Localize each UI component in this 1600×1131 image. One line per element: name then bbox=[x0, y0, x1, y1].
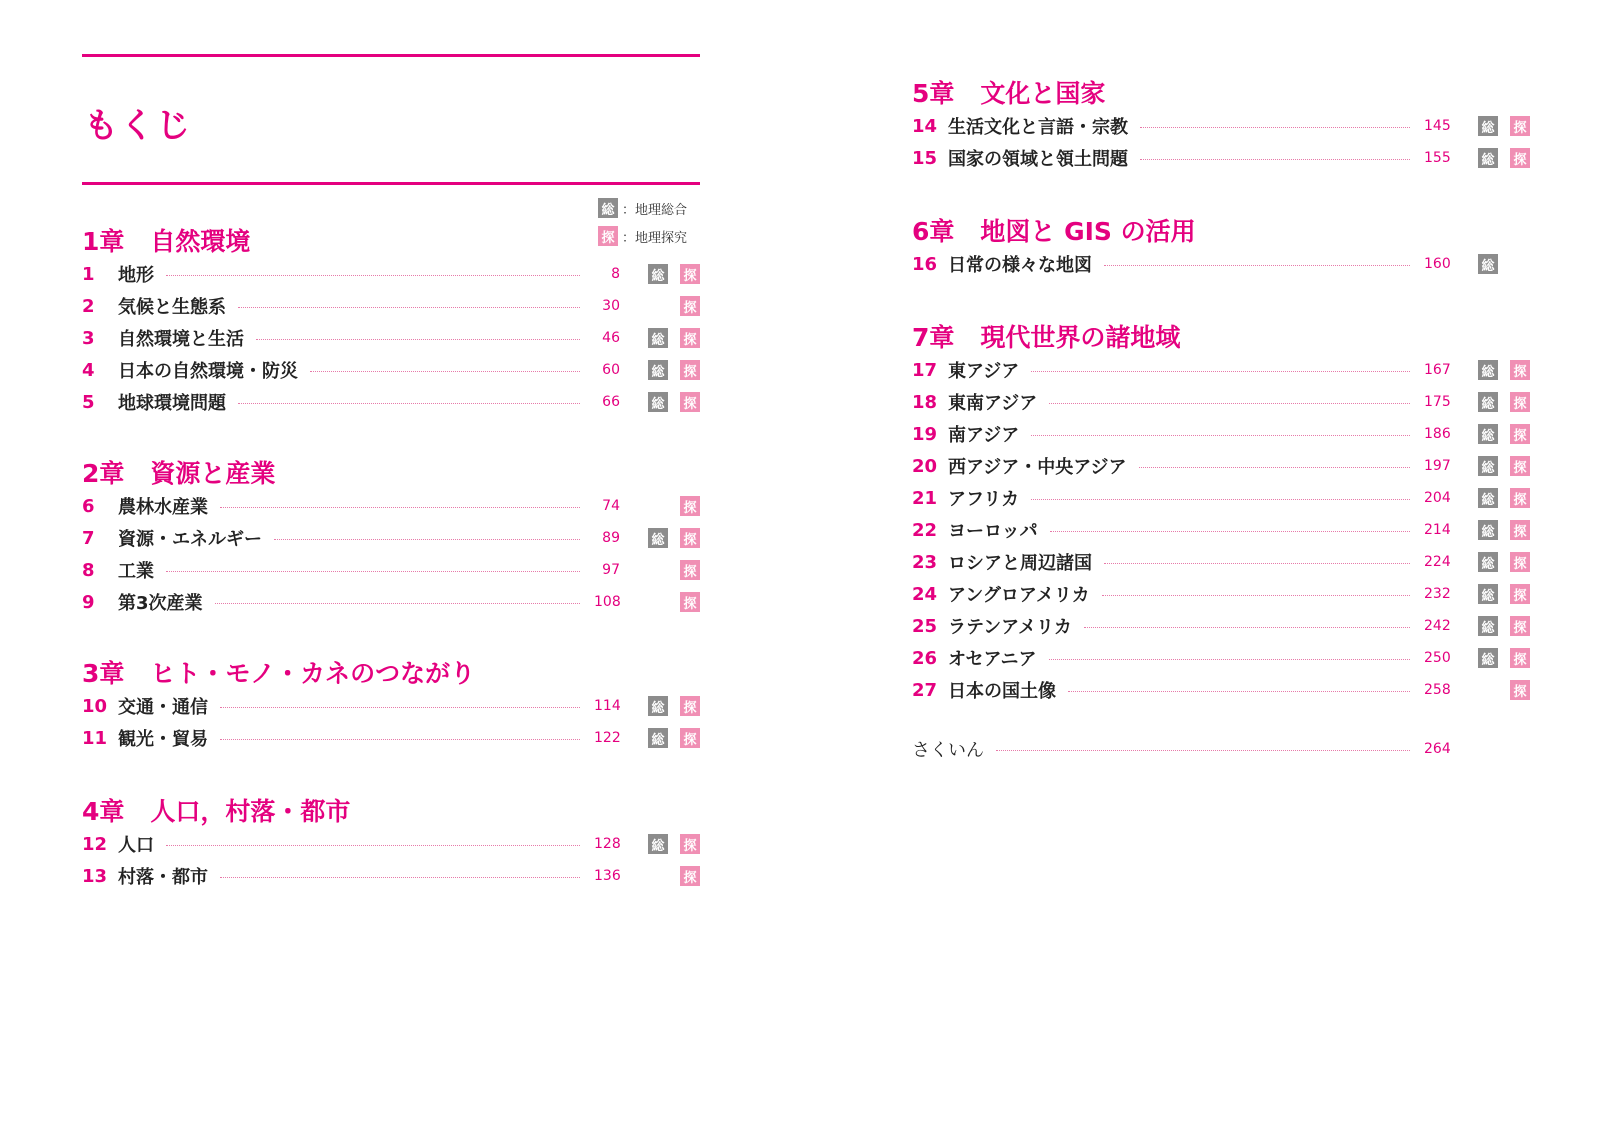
entry-page: 89 bbox=[602, 530, 620, 546]
entry-title: 西アジア・中央アジア bbox=[948, 457, 1127, 478]
chapter-number: 5章 bbox=[912, 79, 955, 108]
entry-badges bbox=[1450, 584, 1530, 604]
entry-page: 145 bbox=[1424, 118, 1451, 134]
index-entry[interactable] bbox=[912, 736, 1530, 762]
chapter-number: 2章 bbox=[82, 459, 125, 488]
chapter-title: 自然環境 bbox=[150, 227, 251, 256]
toc-entry[interactable] bbox=[912, 145, 1530, 171]
entry-badges bbox=[1450, 616, 1530, 636]
tankyu-badge: 探 bbox=[1510, 148, 1530, 168]
dot-leader bbox=[220, 739, 580, 740]
entry-badges bbox=[620, 560, 700, 580]
entry-title: 交通・通信 bbox=[118, 697, 208, 718]
chapter-number: 6章 bbox=[912, 217, 955, 246]
dot-leader bbox=[1031, 435, 1410, 436]
entry-number: 23 bbox=[912, 551, 938, 573]
entry-number: 16 bbox=[912, 253, 938, 275]
entry-badges bbox=[1450, 360, 1530, 380]
sogo-badge: 総 bbox=[648, 360, 668, 380]
entry-badges bbox=[1450, 148, 1530, 168]
entry-number: 1 bbox=[82, 263, 95, 285]
legend-row bbox=[598, 224, 708, 248]
sogo-badge: 総 bbox=[1478, 360, 1498, 380]
chapter-heading bbox=[912, 74, 1105, 110]
tankyu-badge: 探 bbox=[680, 728, 700, 748]
dot-leader bbox=[1102, 595, 1410, 596]
chapter-title: 現代世界の諸地域 bbox=[980, 323, 1181, 352]
chapter-title: 文化と国家 bbox=[980, 79, 1106, 108]
entry-badges bbox=[1450, 552, 1530, 572]
entry-number: 2 bbox=[82, 295, 95, 317]
chapter-heading bbox=[912, 318, 1180, 354]
entry-badges bbox=[620, 264, 700, 284]
entry-number: 21 bbox=[912, 487, 938, 509]
entry-number: 4 bbox=[82, 359, 95, 381]
tankyu-badge: 探 bbox=[1510, 552, 1530, 572]
dot-leader bbox=[166, 845, 580, 846]
entry-badges bbox=[620, 528, 700, 548]
toc-entry[interactable] bbox=[912, 485, 1530, 511]
sogo-badge: 総 bbox=[1478, 116, 1498, 136]
entry-number: 15 bbox=[912, 147, 938, 169]
entry-title: 地球環境問題 bbox=[118, 393, 226, 414]
entry-page: 160 bbox=[1424, 256, 1451, 272]
toc-entry[interactable] bbox=[82, 293, 700, 319]
dot-leader bbox=[996, 750, 1410, 751]
tankyu-badge: 探 bbox=[1510, 360, 1530, 380]
toc-entry[interactable] bbox=[912, 581, 1530, 607]
dot-leader bbox=[256, 339, 580, 340]
entry-title: 資源・エネルギー bbox=[118, 529, 262, 550]
entry-title: ヨーロッパ bbox=[948, 521, 1038, 542]
toc-entry[interactable] bbox=[912, 453, 1530, 479]
entry-badges bbox=[1450, 392, 1530, 412]
sogo-badge: 総 bbox=[1478, 584, 1498, 604]
dot-leader bbox=[1140, 159, 1410, 160]
chapter-heading bbox=[82, 792, 350, 828]
entry-badges bbox=[620, 696, 700, 716]
chapter-number: 1章 bbox=[82, 227, 125, 256]
entry-title: 南アジア bbox=[948, 425, 1020, 446]
toc-entry[interactable] bbox=[82, 589, 700, 615]
entry-number: 10 bbox=[82, 695, 108, 717]
entry-title: オセアニア bbox=[948, 649, 1037, 670]
sogo-badge: 総 bbox=[648, 728, 668, 748]
entry-badges bbox=[620, 866, 700, 886]
entry-badges bbox=[620, 392, 700, 412]
entry-title: 農林水産業 bbox=[118, 497, 208, 518]
dot-leader bbox=[1104, 563, 1410, 564]
toc-entry[interactable] bbox=[82, 261, 700, 287]
page-title: もくじ bbox=[84, 106, 192, 146]
sogo-badge: 総 bbox=[648, 328, 668, 348]
chapter-title: ヒト・モノ・カネのつながり bbox=[150, 659, 476, 688]
entry-page: 74 bbox=[602, 498, 620, 514]
entry-number: 8 bbox=[82, 559, 95, 581]
toc-entry[interactable] bbox=[912, 549, 1530, 575]
sogo-badge: 総 bbox=[1478, 148, 1498, 168]
entry-page: 264 bbox=[1424, 741, 1451, 757]
legend-row bbox=[598, 196, 708, 220]
tankyu-badge: 探 bbox=[680, 560, 700, 580]
toc-entry[interactable] bbox=[82, 693, 700, 719]
dot-leader bbox=[1031, 499, 1410, 500]
entry-number: 12 bbox=[82, 833, 108, 855]
entry-number: 5 bbox=[82, 391, 95, 413]
tankyu-badge: 探 bbox=[680, 296, 700, 316]
toc-entry[interactable] bbox=[82, 725, 700, 751]
entry-title: 地形 bbox=[118, 265, 154, 286]
entry-badges bbox=[1450, 680, 1530, 700]
sogo-badge: 総 bbox=[648, 264, 668, 284]
sogo-badge: 総 bbox=[1478, 552, 1498, 572]
dot-leader bbox=[310, 371, 580, 372]
sogo-badge: 総 bbox=[1478, 424, 1498, 444]
sogo-badge: 総 bbox=[1478, 648, 1498, 668]
toc-entry[interactable] bbox=[912, 251, 1530, 277]
entry-badges bbox=[620, 834, 700, 854]
tankyu-badge: 探 bbox=[1510, 648, 1530, 668]
chapter-number: 4章 bbox=[82, 797, 125, 826]
tankyu-badge: 探 bbox=[680, 264, 700, 284]
toc-entry[interactable] bbox=[82, 389, 700, 415]
entry-badges bbox=[1450, 456, 1530, 476]
sogo-badge: 総 bbox=[1478, 488, 1498, 508]
entry-number: 19 bbox=[912, 423, 938, 445]
entry-title: 国家の領域と領土問題 bbox=[948, 149, 1128, 170]
dot-leader bbox=[220, 507, 580, 508]
tankyu-badge: 探 bbox=[680, 696, 700, 716]
tankyu-badge: 探 bbox=[680, 360, 700, 380]
dot-leader bbox=[1049, 403, 1410, 404]
title-rule bbox=[82, 182, 700, 185]
entry-page: 30 bbox=[602, 298, 620, 314]
entry-badges bbox=[1450, 648, 1530, 668]
legend-text: ：地理総合 bbox=[622, 202, 688, 218]
sogo-badge: 総 bbox=[648, 696, 668, 716]
toc-entry[interactable] bbox=[82, 525, 700, 551]
chapter-title: 資源と産業 bbox=[150, 459, 276, 488]
sogo-badge: 総 bbox=[648, 528, 668, 548]
entry-title: 東アジア bbox=[948, 361, 1020, 382]
sogo-badge: 総 bbox=[648, 392, 668, 412]
entry-title: 日本の国土像 bbox=[948, 681, 1056, 702]
entry-title: 気候と生態系 bbox=[118, 297, 226, 318]
entry-page: 242 bbox=[1424, 618, 1451, 634]
entry-badges bbox=[620, 592, 700, 612]
dot-leader bbox=[166, 571, 580, 572]
entry-page: 167 bbox=[1424, 362, 1451, 378]
entry-title: 自然環境と生活 bbox=[118, 329, 244, 350]
entry-title: 東南アジア bbox=[948, 393, 1038, 414]
entry-page: 60 bbox=[602, 362, 620, 378]
dot-leader bbox=[238, 403, 580, 404]
entry-title: 生活文化と言語・宗教 bbox=[948, 117, 1128, 138]
dot-leader bbox=[238, 307, 580, 308]
entry-page: 8 bbox=[611, 266, 620, 282]
entry-number: 26 bbox=[912, 647, 938, 669]
dot-leader bbox=[1140, 127, 1410, 128]
entry-page: 66 bbox=[602, 394, 620, 410]
sogo-badge: 総 bbox=[1478, 616, 1498, 636]
entry-badges bbox=[1450, 424, 1530, 444]
entry-title: ラテンアメリカ bbox=[948, 617, 1072, 638]
dot-leader bbox=[1084, 627, 1410, 628]
entry-page: 224 bbox=[1424, 554, 1451, 570]
entry-page: 250 bbox=[1424, 650, 1451, 666]
entry-title: 日常の様々な地図 bbox=[948, 255, 1092, 276]
dot-leader bbox=[220, 877, 580, 878]
toc-entry[interactable] bbox=[912, 113, 1530, 139]
entry-number: 27 bbox=[912, 679, 938, 701]
dot-leader bbox=[1139, 467, 1410, 468]
entry-number: 25 bbox=[912, 615, 938, 637]
entry-page: 258 bbox=[1424, 682, 1451, 698]
legend bbox=[598, 196, 708, 252]
toc-entry[interactable] bbox=[912, 517, 1530, 543]
toc-entry[interactable] bbox=[82, 557, 700, 583]
tankyu-badge: 探 bbox=[1510, 520, 1530, 540]
tankyu-badge: 探 bbox=[680, 496, 700, 516]
entry-number: 3 bbox=[82, 327, 95, 349]
tankyu-badge: 探 bbox=[680, 592, 700, 612]
entry-page: 122 bbox=[594, 730, 621, 746]
toc-entry[interactable] bbox=[82, 357, 700, 383]
sogo-badge: 総 bbox=[1478, 520, 1498, 540]
chapter-number: 7章 bbox=[912, 323, 955, 352]
dot-leader bbox=[1068, 691, 1410, 692]
entry-title: アフリカ bbox=[948, 489, 1020, 510]
chapter-heading bbox=[82, 222, 250, 258]
top-rule bbox=[82, 54, 700, 57]
entry-number: 24 bbox=[912, 583, 938, 605]
chapter-heading bbox=[82, 654, 475, 690]
entry-title: 人口 bbox=[118, 835, 154, 856]
entry-page: 204 bbox=[1424, 490, 1451, 506]
tankyu-badge: 探 bbox=[1510, 116, 1530, 136]
entry-number: 9 bbox=[82, 591, 95, 613]
toc-entry[interactable] bbox=[912, 677, 1530, 703]
sogo-badge: 総 bbox=[1478, 392, 1498, 412]
toc-entry[interactable] bbox=[912, 389, 1530, 415]
entry-badges bbox=[620, 328, 700, 348]
dot-leader bbox=[1031, 371, 1410, 372]
sogo-badge: 総 bbox=[1478, 254, 1498, 274]
toc-entry[interactable] bbox=[912, 357, 1530, 383]
tankyu-badge: 探 bbox=[1510, 424, 1530, 444]
entry-page: 114 bbox=[594, 698, 621, 714]
tankyu-badge: 探 bbox=[1510, 680, 1530, 700]
entry-title: 村落・都市 bbox=[118, 867, 208, 888]
tankyu-badge: 探 bbox=[680, 392, 700, 412]
chapter-heading bbox=[912, 212, 1196, 248]
entry-title: 日本の自然環境・防災 bbox=[118, 361, 298, 382]
sogo-badge: 総 bbox=[1478, 456, 1498, 476]
entry-number: 14 bbox=[912, 115, 938, 137]
sogo-badge: 総 bbox=[598, 198, 618, 218]
toc-entry[interactable] bbox=[82, 831, 700, 857]
entry-badges bbox=[620, 360, 700, 380]
entry-page: 232 bbox=[1424, 586, 1451, 602]
entry-number: 13 bbox=[82, 865, 108, 887]
tankyu-badge: 探 bbox=[680, 866, 700, 886]
entry-title: 第3次産業 bbox=[118, 593, 203, 614]
tankyu-badge: 探 bbox=[1510, 488, 1530, 508]
toc-entry[interactable] bbox=[82, 493, 700, 519]
entry-page: 155 bbox=[1424, 150, 1451, 166]
entry-title: 工業 bbox=[118, 561, 154, 582]
entry-page: 128 bbox=[594, 836, 621, 852]
dot-leader bbox=[1050, 531, 1410, 532]
tankyu-badge: 探 bbox=[680, 528, 700, 548]
toc-entry[interactable] bbox=[912, 421, 1530, 447]
tankyu-badge: 探 bbox=[1510, 584, 1530, 604]
entry-title: さくいん bbox=[912, 740, 984, 761]
toc-entry[interactable] bbox=[82, 863, 700, 889]
entry-number: 6 bbox=[82, 495, 95, 517]
tankyu-badge: 探 bbox=[680, 834, 700, 854]
entry-badges bbox=[1450, 520, 1530, 540]
entry-number: 7 bbox=[82, 527, 95, 549]
chapter-number: 3章 bbox=[82, 659, 125, 688]
dot-leader bbox=[274, 539, 580, 540]
entry-page: 136 bbox=[594, 868, 621, 884]
toc-entry[interactable] bbox=[912, 645, 1530, 671]
entry-title: 観光・貿易 bbox=[118, 729, 208, 750]
entry-title: ロシアと周辺諸国 bbox=[948, 553, 1092, 574]
entry-page: 175 bbox=[1424, 394, 1451, 410]
tankyu-badge: 探 bbox=[598, 226, 618, 246]
toc-entry[interactable] bbox=[912, 613, 1530, 639]
toc-entry[interactable] bbox=[82, 325, 700, 351]
tankyu-badge: 探 bbox=[1510, 456, 1530, 476]
entry-page: 214 bbox=[1424, 522, 1451, 538]
tankyu-badge: 探 bbox=[1510, 616, 1530, 636]
entry-page: 197 bbox=[1424, 458, 1451, 474]
tankyu-badge: 探 bbox=[1510, 392, 1530, 412]
entry-number: 18 bbox=[912, 391, 938, 413]
dot-leader bbox=[1049, 659, 1410, 660]
entry-page: 97 bbox=[602, 562, 620, 578]
entry-badges bbox=[1450, 116, 1530, 136]
dot-leader bbox=[166, 275, 580, 276]
chapter-heading bbox=[82, 454, 275, 490]
entry-badges bbox=[1450, 488, 1530, 508]
entry-page: 46 bbox=[602, 330, 620, 346]
entry-number: 17 bbox=[912, 359, 938, 381]
entry-badges bbox=[620, 496, 700, 516]
entry-badges bbox=[1450, 254, 1530, 274]
entry-page: 186 bbox=[1424, 426, 1451, 442]
chapter-title: 人口，村落・都市 bbox=[150, 797, 351, 826]
dot-leader bbox=[1104, 265, 1410, 266]
entry-page: 108 bbox=[594, 594, 621, 610]
entry-badges bbox=[620, 296, 700, 316]
legend-text: ：地理探究 bbox=[622, 230, 688, 246]
entry-number: 11 bbox=[82, 727, 108, 749]
sogo-badge: 総 bbox=[648, 834, 668, 854]
dot-leader bbox=[220, 707, 580, 708]
dot-leader bbox=[215, 603, 580, 604]
tankyu-badge: 探 bbox=[680, 328, 700, 348]
entry-number: 22 bbox=[912, 519, 938, 541]
entry-number: 20 bbox=[912, 455, 938, 477]
entry-title: アングロアメリカ bbox=[948, 585, 1090, 606]
entry-badges bbox=[620, 728, 700, 748]
chapter-title: 地図と GIS の活用 bbox=[980, 217, 1196, 246]
